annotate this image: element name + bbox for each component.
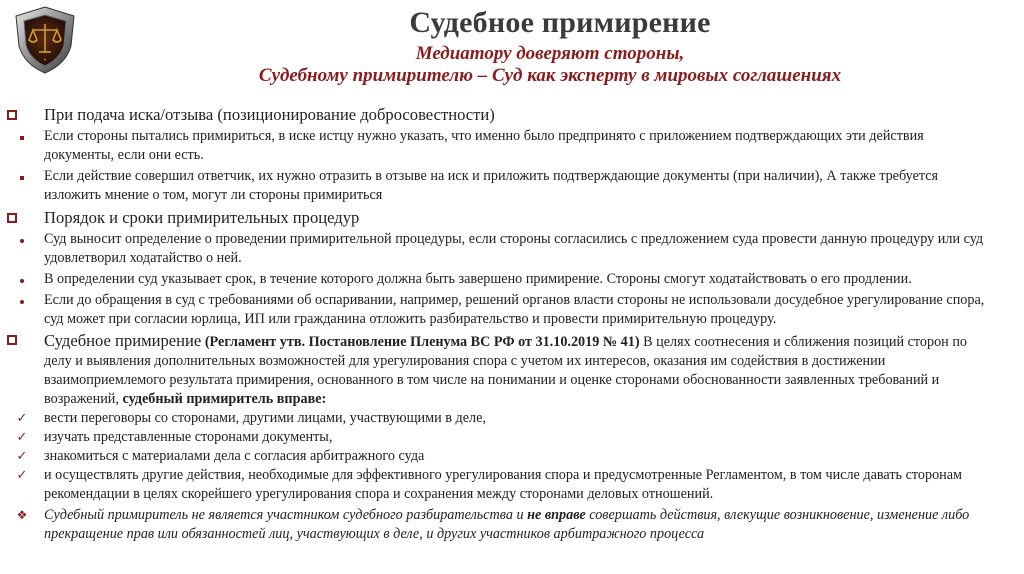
regulation-reference: (Регламент утв. Постановление Пленума ВС РФ от 31.10.2019 № 41) (204, 334, 640, 350)
note-emphasis: не вправе (527, 507, 586, 523)
note-text-part2: совершать действия, влекущие возникновение, изменение либо прекращение прав или обязанностей лиц, участвующих в деле, и других участников арбитражного процесса (44, 507, 970, 542)
section-judicial-conciliation (0, 331, 1024, 409)
page-title: Судебное примирение (409, 6, 711, 39)
section-body-text: В целях соотнесения и сближения позиций сторон по делу и выявления дополнительных возможностей для урегулирования спора с учетом их интересов, оказания им содействия в достижении взаимоприемлемого результата примирения, основанного в том числе на понимании и оценке сторонами обоснованности заявленных требований и возражений, (44, 334, 968, 407)
list-item (0, 466, 1024, 504)
section-heading-filing (0, 104, 1024, 125)
section-heading-text: Порядок и сроки примирительных процедур (44, 208, 360, 227)
section-heading-procedures (0, 207, 1024, 228)
list-item (0, 428, 1024, 447)
section-heading-text: При подача иска/отзыва (позиционирование добросовестности) (44, 105, 495, 124)
subtitle-line-2: Судебному примирителю – Суд как эксперту в мировых соглашениях (258, 65, 842, 86)
list-item-text: В определении суд указывает срок, в течение которого должна быть завершено примирение. Стороны смогут ходатайствовать о его продлении. (44, 271, 912, 287)
checkbox-square-icon (2, 104, 22, 125)
square-bullet-icon (12, 127, 32, 146)
checkmark-icon: ✓ (16, 468, 28, 483)
dot-bullet-icon (12, 230, 32, 249)
rights-intro: судебный примиритель вправе: (122, 391, 327, 407)
checkmark-icon: ✓ (16, 430, 28, 445)
list-item (0, 127, 1024, 165)
list-item (0, 270, 1024, 289)
checkbox-square-icon (2, 207, 22, 228)
diamond-bullet-icon: ❖ (16, 508, 28, 522)
checkmark-icon: ✓ (16, 411, 28, 426)
subtitle-line-1: Медиатору доверяют стороны, (415, 43, 685, 64)
list-item (0, 291, 1024, 329)
square-bullet-icon (12, 167, 32, 186)
list-item-text: знакомиться с материалами дела с согласия арбитражного суда (44, 448, 425, 464)
list-item-text: Если действие совершил ответчик, их нужно отразить в отзыве на иск и приложить подтверждающие документы (при наличии), А также требуется изложить мнение о том, могут ли стороны примириться (44, 168, 939, 203)
section-heading-text: Судебное примирение (44, 331, 202, 350)
checkbox-square-icon (2, 331, 22, 351)
shield-logo-icon (14, 6, 76, 74)
svg-text:•: • (43, 57, 47, 64)
list-item-text: Суд выносит определение о проведении примирительной процедуры, если стороны согласились с предложением суда провести данную процедуру или суд удовлетворил ходатайство о ней. (44, 231, 984, 266)
list-item (0, 167, 1024, 205)
list-item (0, 447, 1024, 466)
content-body (0, 104, 1024, 544)
list-item-text: Если стороны пытались примириться, в иске истцу нужно указать, что именно было предпринято с приложением подтверждающих эти действия документы, если они есть. (44, 128, 924, 163)
list-item (0, 230, 1024, 268)
checkmark-icon: ✓ (16, 449, 28, 464)
list-item-text: Если до обращения в суд с требованиями об оспаривании, например, решений органов власти стороны не использовали досудебное урегулирование спора, суд может при согласии юрлица, ИП или гражданина отложить разбирательство и провести примирительную процедуру. (44, 292, 985, 327)
dot-bullet-icon (12, 270, 32, 289)
note-text-part1: Судебный примиритель не является участником судебного разбирательства и (44, 507, 528, 523)
dot-bullet-icon (12, 291, 32, 310)
list-item-text: и осуществлять другие действия, необходимые для эффективного урегулирования спора и предусмотренные Регламентом, в том числе давать сторонам рекомендации в целях скорейшего урегулирования спора и сохранения между сторонами деловых отношений. (44, 467, 963, 502)
list-item-text: изучать представленные сторонами документы, (44, 429, 333, 445)
note (0, 506, 1024, 544)
list-item (0, 409, 1024, 428)
list-item-text: вести переговоры со сторонами, другими лицами, участвующими в деле, (44, 410, 486, 426)
